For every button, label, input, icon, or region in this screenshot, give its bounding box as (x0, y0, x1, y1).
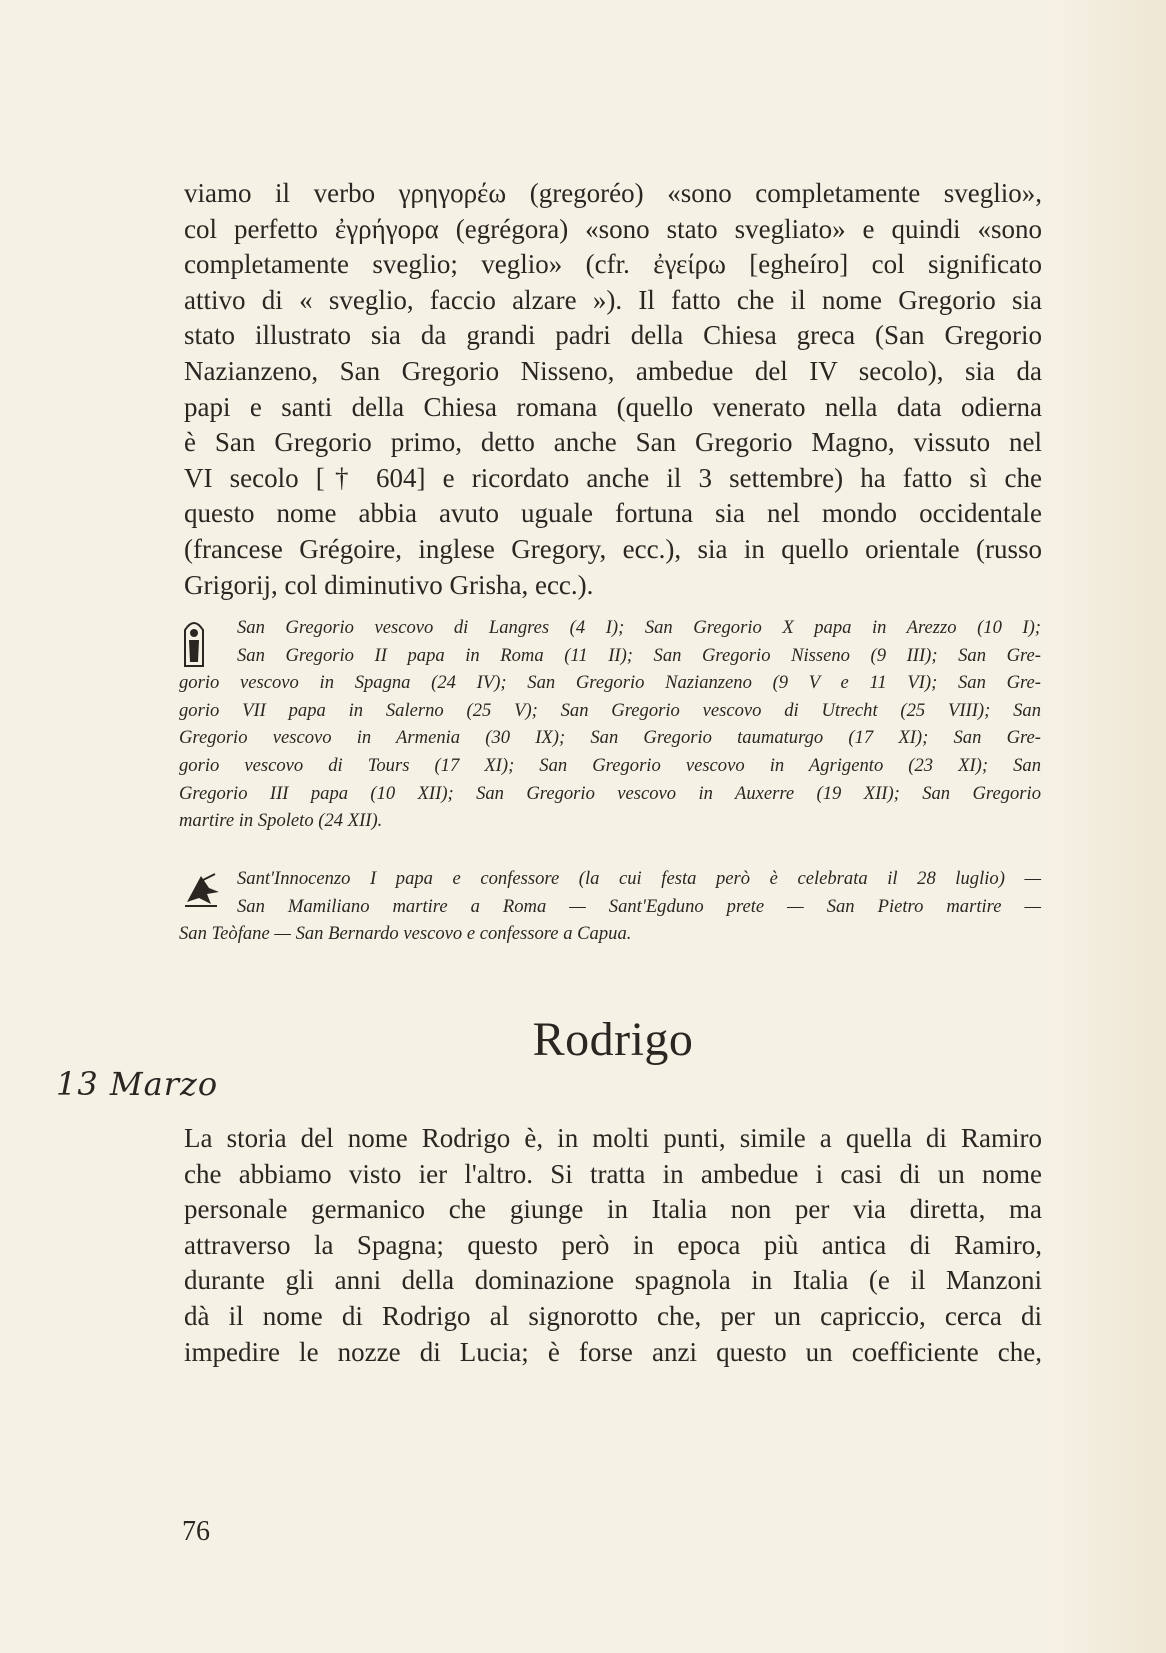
text-line: Grigorij, col diminutivo Grisha, ecc.). (184, 569, 594, 600)
text-line: durante gli anni della dominazione spagnola in Italia (e il Manzoni (184, 1265, 1042, 1296)
text-line: col perfetto ἐγρήγορα (egrégora) «sono stato svegliato» e quindi «sono (184, 213, 1042, 244)
text-line: completamente sveglio; veglio» (cfr. ἐγείρω [egheíro] col significato (184, 249, 1042, 280)
text-line: (francese Grégoire, inglese Gregory, ecc.), sia in quello orientale (russo (184, 533, 1042, 564)
text-line: VI secolo [† 604] e ricordato anche il 3 settembre) ha fatto sì che (184, 462, 1042, 493)
text-line: personale germanico che giunge in Italia non per via diretta, ma (184, 1194, 1042, 1225)
text-line: stato illustrato sia da grandi padri della Chiesa greca (San Gregorio (184, 320, 1042, 351)
calendar-line: Gregorio vescovo in Armenia (30 IX); San Gregorio taumaturgo (17 XI); San Gre- (179, 727, 1041, 749)
calendar-line: gorio VII papa in Salerno (25 V); San Gregorio vescovo di Utrecht (25 VIII); San (179, 699, 1041, 721)
saints-list (179, 865, 1041, 948)
page-number: 76 (182, 1516, 210, 1547)
calendar-line: gorio vescovo di Tours (17 XI); San Gregorio vescovo in Agrigento (23 XI); San (179, 754, 1041, 776)
text-line: che abbiamo visto ier l'altro. Si tratta in ambedue i casi di un nome (184, 1158, 1042, 1189)
saints-line: San Teòfane — San Bernardo vescovo e confessore a Capua. (179, 923, 632, 945)
entry-title: Rodrigo (532, 1013, 694, 1066)
calendar-line: San Gregorio II papa in Roma (11 II); San Gregorio Nisseno (9 III); San Gre- (237, 644, 1041, 666)
text-line: viamo il verbo γρηγορέω (gregoréo) «sono completamente sveglio», (184, 178, 1042, 208)
text-line: è San Gregorio primo, detto anche San Gregorio Magno, vissuto nel (184, 427, 1042, 458)
calendar-line: gorio vescovo in Spagna (24 IV); San Gregorio Nazianzeno (9 V e 11 VI); San Gre- (179, 672, 1041, 694)
text-line: attivo di « sveglio, faccio alzare »). Il fatto che il nome Gregorio sia (184, 284, 1042, 315)
saints-line: Sant'Innocenzo I papa e confessore (la cui festa però è celebrata il 28 luglio) — (237, 868, 1041, 889)
gregorio-paragraph (184, 176, 1042, 603)
text-line: attraverso la Spagna; questo però in epoca più antica di Ramiro, (184, 1229, 1042, 1260)
text-line: questo nome abbia avuto uguale fortuna sia nel mondo occidentale (184, 498, 1042, 529)
calendar-line: Gregorio III papa (10 XII); San Gregorio vescovo in Auxerre (19 XII); San Gregorio (179, 782, 1041, 804)
text-line: dà il nome di Rodrigo al signorotto che, per un capriccio, cerca di (184, 1300, 1042, 1331)
text-line: La storia del nome Rodrigo è, in molti punti, simile a quella di Ramiro (184, 1123, 1042, 1153)
calendar-line: martire in Spoleto (24 XII). (179, 810, 383, 832)
calendar-list (179, 614, 1041, 835)
page-edge-stain (1046, 0, 1166, 1653)
text-line: papi e santi della Chiesa romana (quello venerato nella data odierna (184, 391, 1042, 422)
text-line: Nazianzeno, San Gregorio Nisseno, ambedue del IV secolo), sia da (184, 355, 1042, 386)
calendar-line: San Gregorio vescovo di Langres (4 I); San Gregorio X papa in Arezzo (10 I); (237, 617, 1041, 638)
text-line: impedire le nozze di Lucia; è forse anzi questo un coefficiente che, (184, 1336, 1042, 1367)
rodrigo-paragraph (184, 1121, 1042, 1370)
entry-date: 13 Marzo (56, 1065, 219, 1103)
saints-line: San Mamiliano martire a Roma — Sant'Egduno prete — San Pietro martire — (237, 895, 1041, 917)
